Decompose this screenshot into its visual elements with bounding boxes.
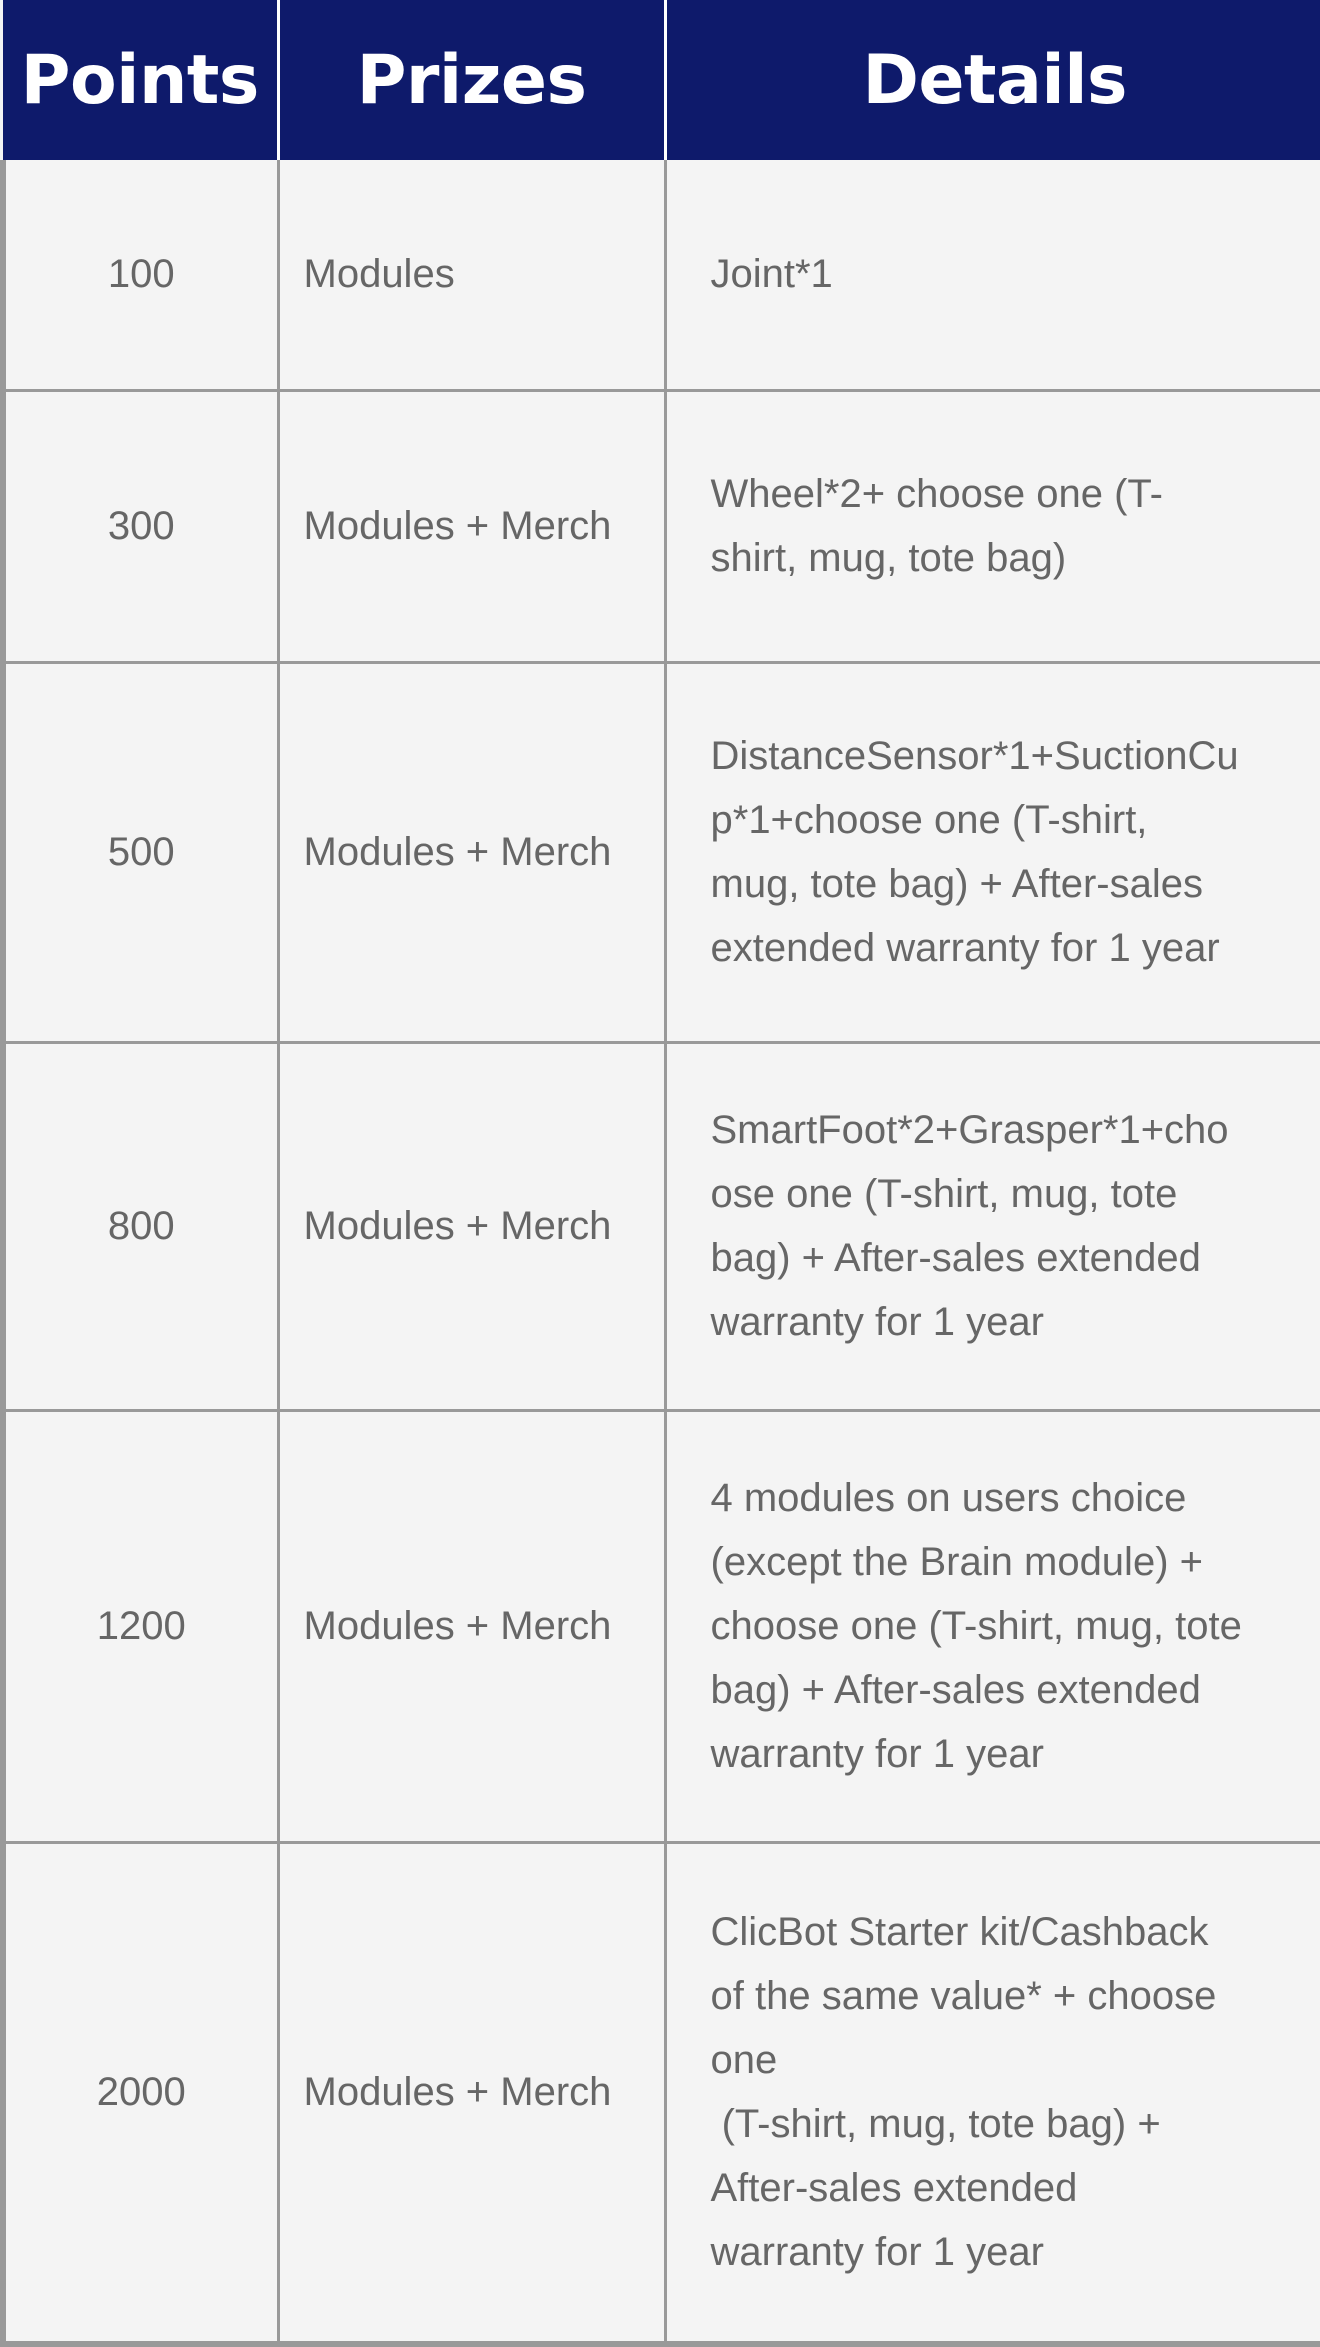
header-prizes: Prizes (278, 0, 665, 160)
details-line: mug, tote bag) + After-sales (710, 862, 1203, 906)
details-line: DistanceSensor*1+SuctionCu (710, 734, 1239, 778)
points-cell: 500 (3, 662, 278, 1042)
prize-cell: Modules + Merch (278, 1842, 665, 2344)
table-header (3, 0, 1320, 160)
details-line: extended warranty for 1 year (710, 926, 1220, 970)
points-cell: 800 (3, 1042, 278, 1410)
header-row (3, 0, 1320, 160)
header-points: Points (3, 0, 278, 160)
details-line: p*1+choose one (T-shirt, (710, 798, 1148, 842)
table-row (3, 1042, 1320, 1410)
table-body (3, 160, 1320, 2344)
details-line: ose one (T-shirt, mug, tote (710, 1172, 1178, 1216)
details-line: Joint*1 (710, 252, 833, 297)
prize-cell: Modules (278, 160, 665, 390)
table-row (3, 160, 1320, 390)
details-cell (665, 1410, 1320, 1842)
table-row (3, 1842, 1320, 2344)
details-line: warranty for 1 year (710, 2230, 1044, 2275)
points-cell: 2000 (3, 1842, 278, 2344)
details-cell (665, 662, 1320, 1042)
details-line: one (710, 2038, 778, 2083)
details-line: warranty for 1 year (710, 1300, 1044, 1344)
prize-cell: Modules + Merch (278, 1042, 665, 1410)
details-line: After-sales extended (710, 2166, 1078, 2211)
prize-cell: Modules + Merch (278, 390, 665, 662)
details-cell (665, 390, 1320, 662)
details-line: bag) + After-sales extended (710, 1236, 1201, 1280)
details-cell (665, 1842, 1320, 2344)
prize-cell: Modules + Merch (278, 1410, 665, 1842)
details-line: bag) + After-sales extended (710, 1668, 1201, 1712)
header-details: Details (665, 0, 1320, 160)
details-line: ClicBot Starter kit/Cashback (710, 1910, 1209, 1955)
points-cell: 300 (3, 390, 278, 662)
table-row (3, 1410, 1320, 1842)
points-cell: 100 (3, 160, 278, 390)
details-line: warranty for 1 year (710, 1732, 1044, 1776)
details-line: (except the Brain module) + (710, 1540, 1203, 1584)
details-line: (T-shirt, mug, tote bag) + (710, 2102, 1161, 2147)
details-cell (665, 1042, 1320, 1410)
details-line: 4 modules on users choice (710, 1476, 1187, 1520)
details-line: choose one (T-shirt, mug, tote (710, 1604, 1242, 1648)
details-line: SmartFoot*2+Grasper*1+cho (710, 1108, 1229, 1152)
details-line: of the same value* + choose (710, 1974, 1217, 2019)
details-line: Wheel*2+ choose one (T- (710, 472, 1163, 516)
prize-cell: Modules + Merch (278, 662, 665, 1042)
table-row (3, 662, 1320, 1042)
details-cell (665, 160, 1320, 390)
points-cell: 1200 (3, 1410, 278, 1842)
table-row (3, 390, 1320, 662)
details-line: shirt, mug, tote bag) (710, 536, 1067, 580)
